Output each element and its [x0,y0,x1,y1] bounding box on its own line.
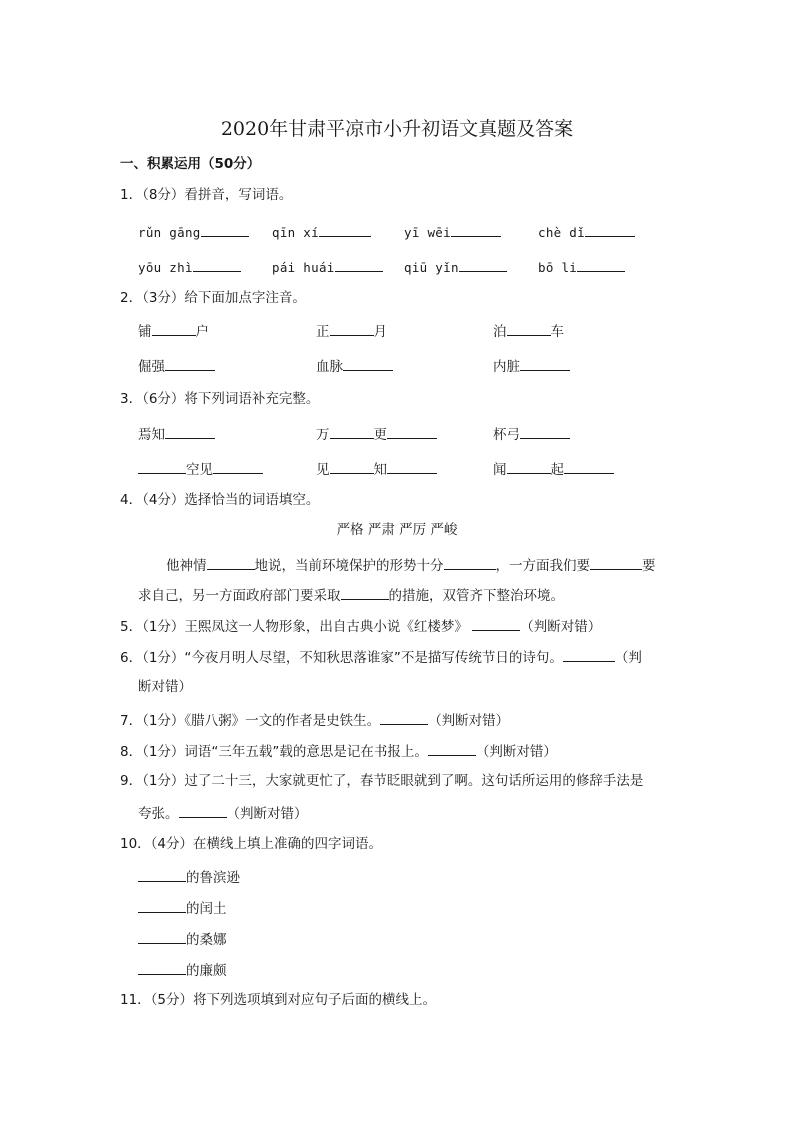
answer-blank[interactable] [330,321,374,336]
word-item [138,356,215,376]
word-text: 杯弓 [493,427,520,443]
answer-blank[interactable] [459,257,507,272]
answer-blank[interactable] [563,647,615,662]
judge-hint: （判断对错） [475,744,557,760]
answer-blank[interactable] [165,424,215,439]
answer-blank[interactable] [330,459,374,474]
pinyin-text: yōu zhì [138,260,193,275]
fill-item [138,867,240,887]
pinyin-item [538,257,625,277]
pinyin-text: yī wēi [404,225,451,240]
text-run: 的措施，双管齐下整治环境。 [388,588,564,604]
word-text: 更 [373,427,387,443]
word-text: 铺 [138,324,152,340]
word-item [493,321,564,341]
answer-blank[interactable] [520,424,570,439]
answer-blank[interactable] [201,222,249,237]
question-6 [120,647,642,667]
answer-blank[interactable] [343,356,393,371]
item-text: 的鲁滨逊 [186,870,240,886]
question-10-prompt: 10．（4分）在横线上填上准确的四字词语。 [120,836,383,852]
answer-blank[interactable] [341,585,389,600]
question-4-prompt: 4．（4分）选择恰当的词语填空。 [120,492,320,508]
question-4-paragraph-line [138,585,564,605]
pinyin-text: chè dǐ [538,225,585,240]
question-8 [120,741,557,761]
answer-blank[interactable] [138,459,186,474]
text-run: 求自己，另一方面政府部门要采取 [138,588,341,604]
pinyin-text: qīn xí [272,225,319,240]
answer-blank[interactable] [138,960,186,975]
item-text: 的闰土 [186,901,227,917]
answer-blank[interactable] [179,803,227,818]
pinyin-item [138,222,249,242]
judge-hint: （判断对错） [520,619,602,635]
word-text: 泊 [493,324,507,340]
word-text: 万 [316,427,330,443]
judge-hint: （判 [614,650,642,666]
answer-blank[interactable] [380,710,428,725]
answer-blank[interactable] [152,321,196,336]
pinyin-item [404,257,507,277]
question-4-paragraph-line [166,555,656,575]
pinyin-item [272,257,383,277]
word-text: 起 [550,462,564,478]
word-text: 倔强 [138,359,165,375]
fill-item [138,960,227,980]
word-item [138,321,209,341]
answer-blank[interactable] [444,555,496,570]
answer-blank[interactable] [577,257,625,272]
pinyin-text: bō li [538,260,578,275]
answer-blank[interactable] [451,222,501,237]
pinyin-item [538,222,635,242]
word-text: 知 [373,462,387,478]
question-11-prompt: 11．（5分）将下列选项填到对应句子后面的横线上。 [120,992,437,1008]
answer-blank[interactable] [138,929,186,944]
pinyin-item [272,222,371,242]
idiom-item [493,424,570,444]
question-3-prompt: 3．（6分）将下列词语补充完整。 [120,391,320,407]
question-text: 5．（1分）王熙凤这一人物形象，出自古典小说《红楼梦》 [120,619,468,635]
answer-blank[interactable] [428,741,476,756]
answer-blank[interactable] [213,459,263,474]
idiom-item [316,424,437,444]
idiom-item [493,459,614,479]
answer-blank[interactable] [585,222,635,237]
word-item [493,356,570,376]
word-text: 焉知 [138,427,165,443]
idiom-item [316,459,437,479]
text-run: ，一方面我们要 [495,558,590,574]
answer-blank[interactable] [590,555,642,570]
text-run: 地说，当前环境保护的形势十分 [254,558,444,574]
answer-blank[interactable] [387,459,437,474]
pinyin-item [404,222,501,242]
question-text: 7．（1分）《腊八粥》一文的作者是史铁生。 [120,713,381,729]
word-text: 空见 [186,462,213,478]
answer-blank[interactable] [138,867,186,882]
item-text: 的廉颇 [186,963,227,979]
fill-item [138,929,227,949]
question-5 [120,616,601,636]
idiom-item [138,459,263,479]
word-text: 见 [316,462,330,478]
pinyin-text: pái huái [272,260,335,275]
answer-blank[interactable] [335,257,383,272]
question-7 [120,710,509,730]
section-heading: 一、积累运用（50分） [120,156,261,172]
pinyin-item [138,257,241,277]
word-text: 户 [195,324,209,340]
word-text: 内脏 [493,359,520,375]
answer-blank[interactable] [193,257,241,272]
answer-blank[interactable] [507,321,551,336]
answer-blank[interactable] [165,356,215,371]
word-text: 车 [550,324,564,340]
word-options: 严格 严肃 严厉 严峻 [336,522,458,538]
word-item [316,321,387,341]
answer-blank[interactable] [387,424,437,439]
pinyin-text: rǔn gāng [138,225,201,240]
pinyin-text: qiū yǐn [404,260,459,275]
question-1-prompt: 1．（8分）看拼音，写词语。 [120,187,293,203]
answer-blank[interactable] [472,616,520,631]
answer-blank[interactable] [564,459,614,474]
judge-hint: （判断对错） [226,806,308,822]
answer-blank[interactable] [138,898,186,913]
answer-blank[interactable] [319,222,371,237]
question-2-prompt: 2．（3分）给下面加点字注音。 [120,290,306,306]
word-text: 闻 [493,462,507,478]
answer-blank[interactable] [520,356,570,371]
question-9: 9．（1分）过了二十三，大家就更忙了，春节眨眼就到了啊。这句话所运用的修辞手法是 [120,773,644,789]
answer-blank[interactable] [507,459,551,474]
word-text: 血脉 [316,359,343,375]
fill-item [138,898,227,918]
question-9-continued [138,803,308,823]
text-run: 他神情 [166,558,207,574]
question-text: 6．（1分）“今夜月明人尽望，不知秋思落谁家”不是描写传统节日的诗句。 [120,650,563,666]
judge-hint: （判断对错） [428,713,510,729]
idiom-item [138,424,215,444]
answer-blank[interactable] [207,555,255,570]
word-text: 月 [373,324,387,340]
item-text: 的桑娜 [186,932,227,948]
question-6-continued: 断对错） [138,679,192,695]
word-text: 正 [316,324,330,340]
answer-blank[interactable] [330,424,374,439]
question-text: 8．（1分）词语“三年五载”载的意思是记在书报上。 [120,744,428,760]
text-run: 要 [642,558,656,574]
page-title: 2020年甘肃平凉市小升初语文真题及答案 [220,118,574,140]
word-item [316,356,393,376]
question-text: 夸张。 [138,806,179,822]
